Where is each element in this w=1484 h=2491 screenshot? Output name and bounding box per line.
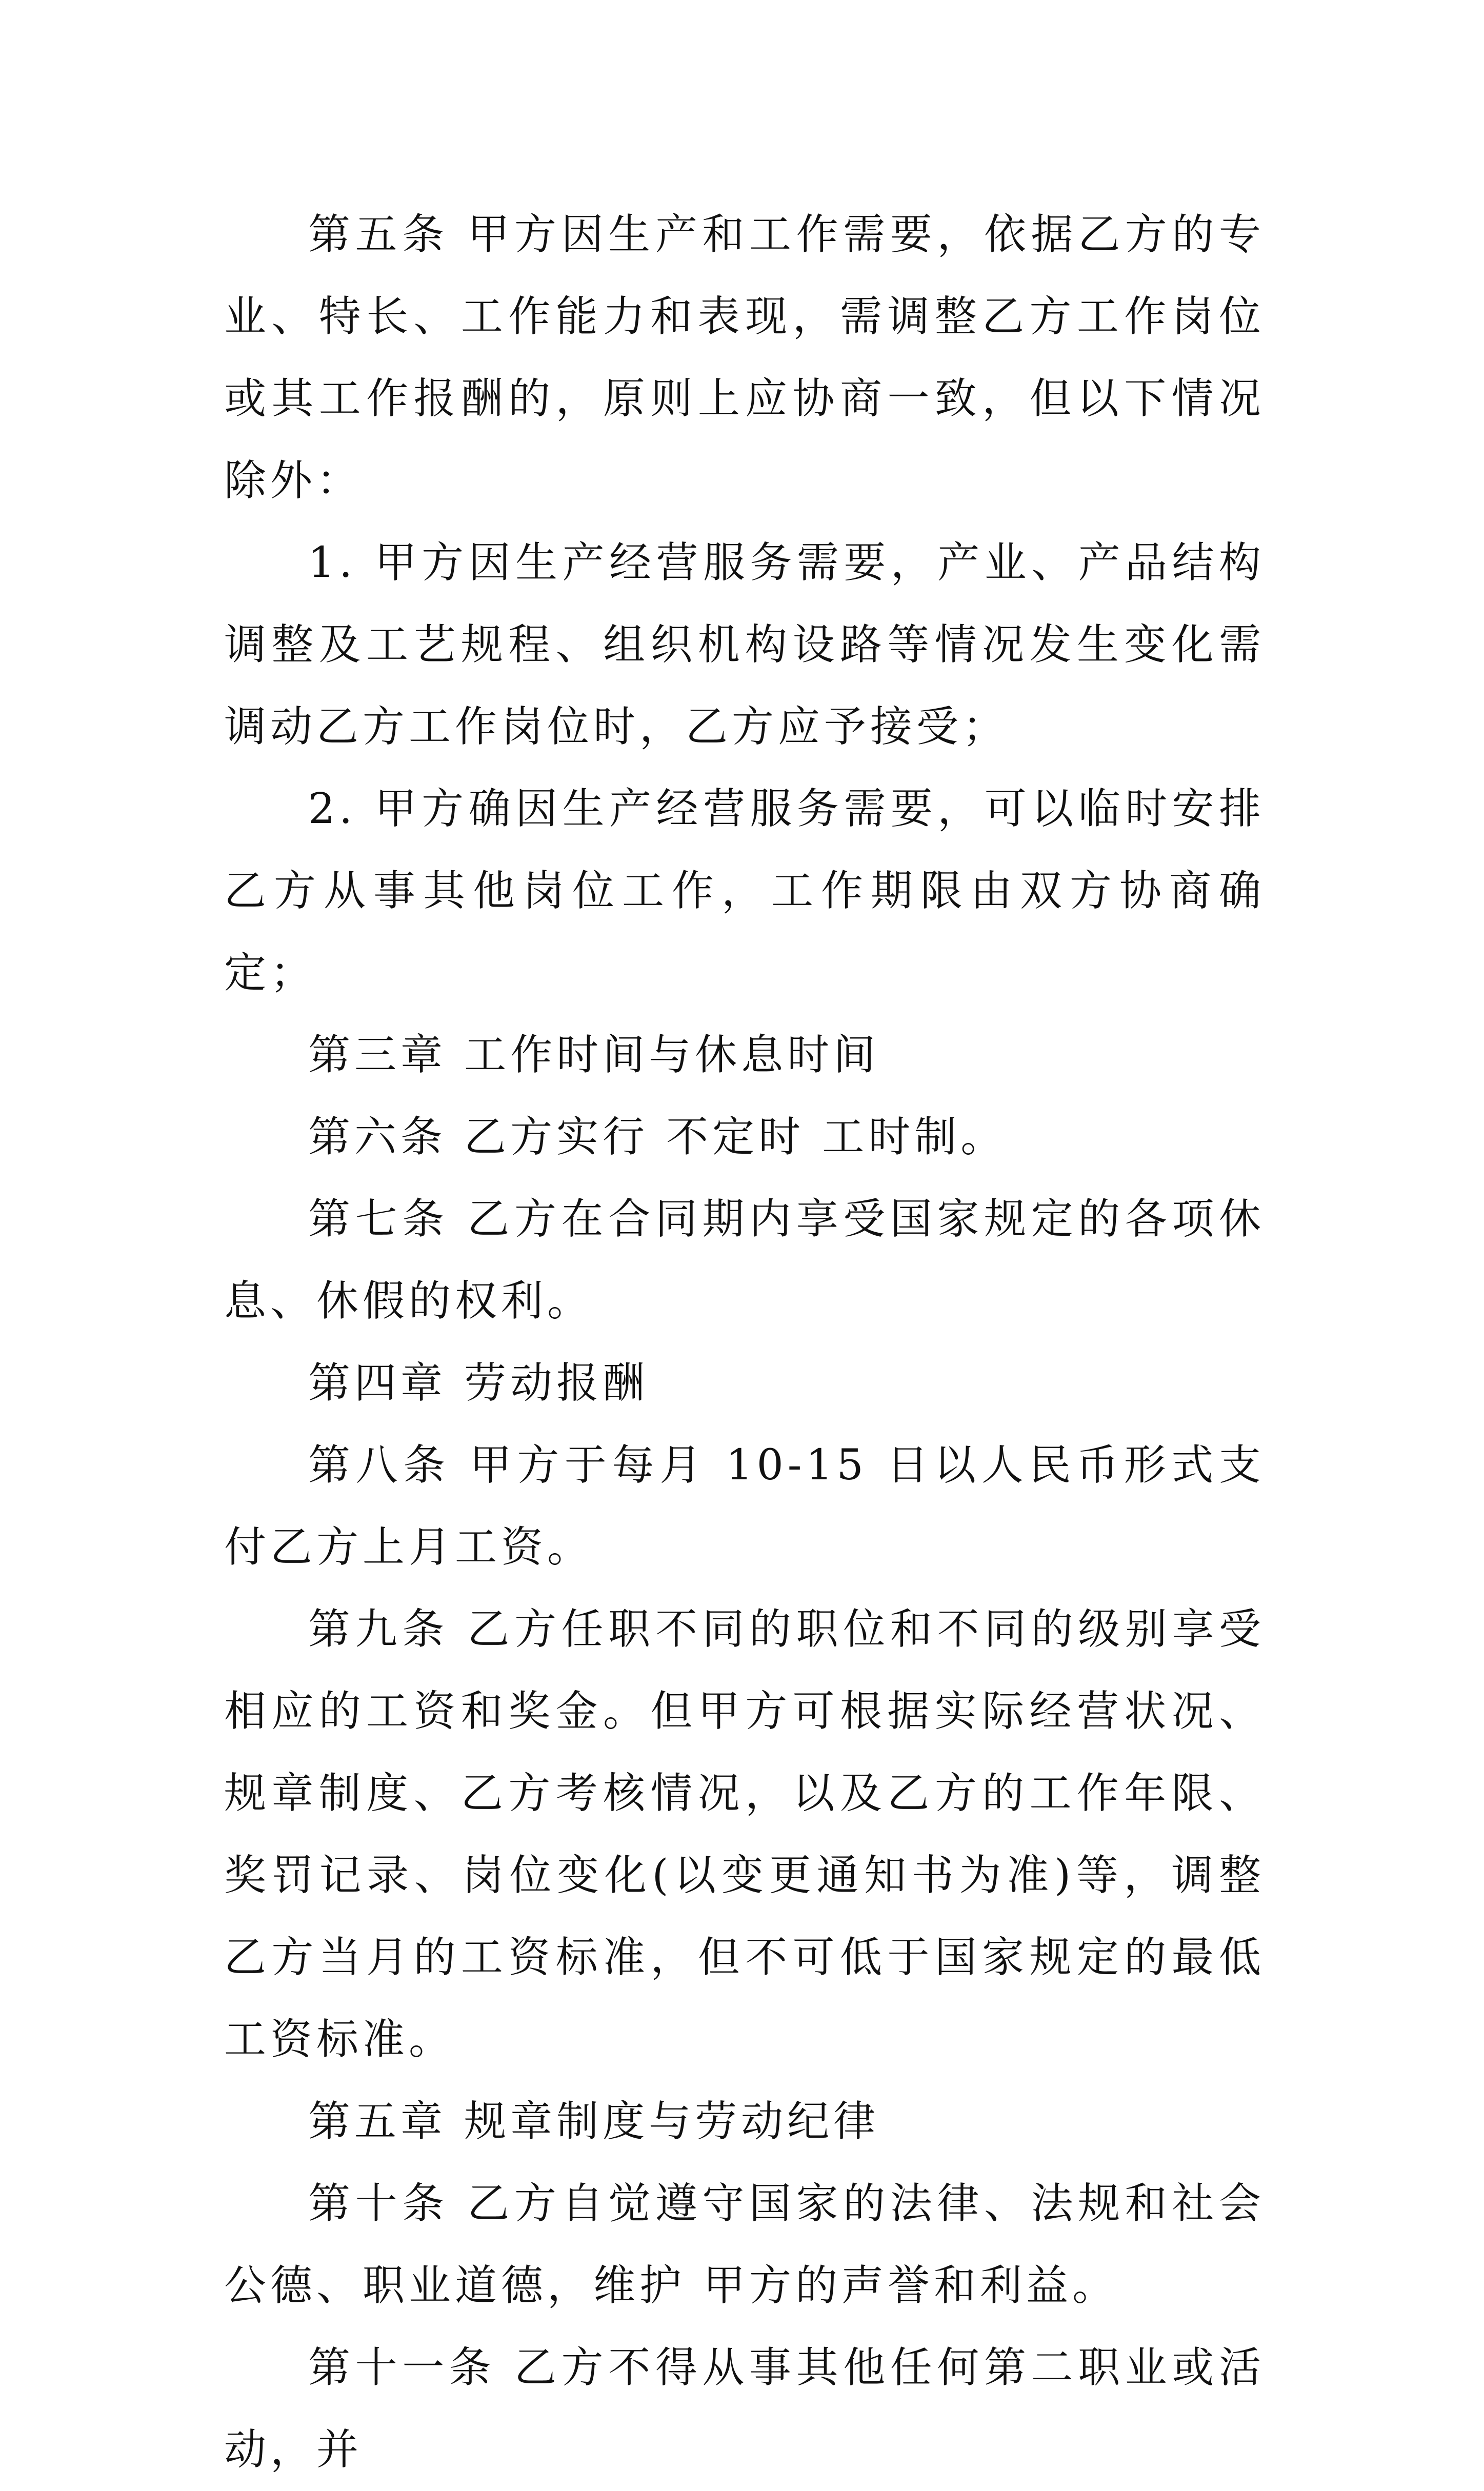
article-9: 第九条 乙方任职不同的职位和不同的级别享受相应的工资和奖金。但甲方可根据实际经营状况、规章制度、乙方考核情况，以及乙方的工作年限、奖罚记录、岗位变化(以变更通知书为准)等，调整乙方当月的工资标准，但不可低于国家规定的最低工资标准。 <box>224 1605 1265 2064</box>
article-5-item-1: 1. 甲方因生产经营服务需要，产业、产品结构调整及工艺规程、组织机构设路等情况发生变化需调动乙方工作岗位时，乙方应予接受； <box>224 538 1265 751</box>
article-10: 第十条 乙方自觉遵守国家的法律、法规和社会公德、职业道德，维护 甲方的声誉和利益。 <box>224 2179 1265 2310</box>
article-5-item-2: 2. 甲方确因生产经营服务需要，可以临时安排乙方从事其他岗位工作，工作期限由双方协商确定； <box>224 785 1265 997</box>
article-11: 第十一条 乙方不得从事其他任何第二职业或活动，并 <box>224 2343 1265 2474</box>
chapter-4-heading: 第四章 劳动报酬 <box>308 1359 649 1408</box>
article-6: 第六条 乙方实行 不定时 工时制。 <box>308 1113 1007 1161</box>
article-5: 第五条 甲方因生产和工作需要，依据乙方的专业、特长、工作能力和表现，需调整乙方工作岗位或其工作报酬的，原则上应协商一致，但以下情况除外： <box>224 210 1265 505</box>
article-8: 第八条 甲方于每月 10-15 日以人民币形式支付乙方上月工资。 <box>224 1441 1265 1572</box>
article-7: 第七条 乙方在合同期内享受国家规定的各项休息、休假的权利。 <box>224 1195 1265 1325</box>
chapter-3-heading: 第三章 工作时间与休息时间 <box>308 1031 880 1079</box>
chapter-5-heading: 第五章 规章制度与劳动纪律 <box>308 2097 880 2146</box>
document-body <box>224 194 1265 2491</box>
